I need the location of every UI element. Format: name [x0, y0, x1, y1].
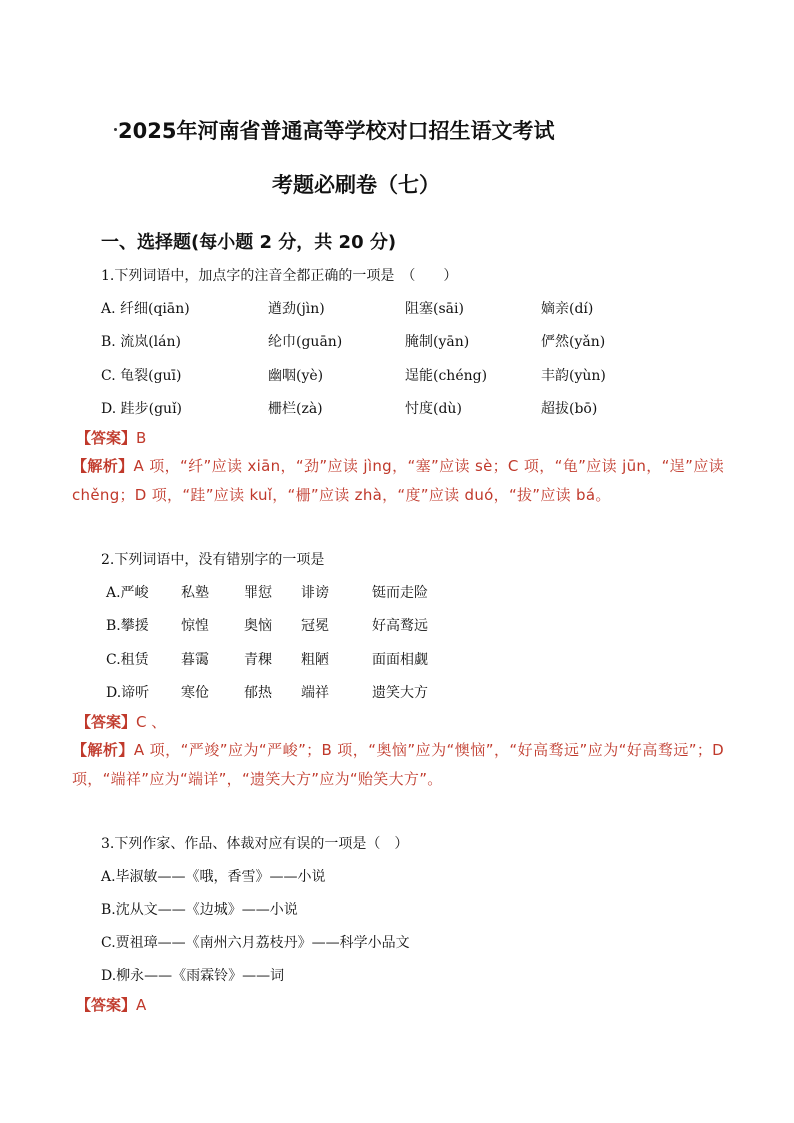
document-title: [118, 115, 554, 145]
q1-option-c-word-4: 丰韵(yùn): [541, 368, 606, 384]
q2-answer: [76, 711, 166, 732]
q3-option-b: B.沈从文——《边城》——小说: [101, 902, 298, 918]
explanation-label: 【解析】: [72, 741, 134, 759]
q2-explanation-text: A 项，“严竣”应为“严峻”；B 项，“奥恼”应为“懊恼”，“好高骛远”应为“好高骛远”；D 项，“端祥”应为“端详”，“遗笑大方”应为“贻笑大方”。: [72, 741, 725, 788]
q1-option-a-word-2: 遒劲(jìn): [268, 301, 325, 317]
title-line-2: 考题必刷卷（七）: [272, 173, 440, 197]
q1-option-b-word-2: 纶巾(guān): [268, 334, 343, 350]
q1-answer-value: B: [136, 429, 147, 447]
answer-label: 【答案】: [76, 996, 137, 1014]
q1-option-b-word-4: 俨然(yǎn): [541, 334, 606, 350]
q2-option-c-word-1: C.租赁: [106, 652, 149, 668]
q1-option-c-word-2: 幽咽(yè): [268, 368, 324, 384]
question-1-stem: 1.下列词语中，加点字的注音全都正确的一项是 （ ）: [101, 268, 458, 284]
q1-option-a-word-1: A. 纤细(qiān): [101, 301, 190, 317]
q2-option-c-word-5: 面面相觑: [372, 652, 428, 668]
q2-option-c-word-4: 粗陋: [301, 652, 329, 668]
q1-option-a-word-3: 阻塞(sāi): [405, 301, 464, 317]
q2-option-a-word-3: 罪愆: [244, 585, 272, 601]
question-3-stem: 3.下列作家、作品、体裁对应有误的一项是（ ）: [101, 836, 409, 852]
q2-answer-value: C 、: [136, 713, 167, 731]
q3-option-a: A.毕淑敏——《哦，香雪》——小说: [101, 869, 326, 885]
document-subtitle: [272, 169, 440, 199]
q1-option-d-word-3: 忖度(dù): [405, 401, 462, 417]
q2-option-c-word-2: 暮霭: [181, 652, 209, 668]
q2-option-c-word-3: 青稞: [244, 652, 272, 668]
q1-option-b-word-1: B. 流岚(lán): [101, 334, 181, 350]
q2-option-a-word-4: 诽谤: [301, 585, 329, 601]
q2-option-b-word-1: B.攀援: [106, 618, 149, 634]
section-heading: 一、选择题(每小题 2 分，共 20 分): [101, 232, 397, 253]
q1-option-c-word-1: C. 龟裂(guī): [101, 368, 182, 384]
title-dot: [114, 128, 117, 131]
q2-option-b-word-5: 好高鹜远: [372, 618, 428, 634]
q2-option-a-word-2: 私塾: [181, 585, 209, 601]
q3-option-d: D.柳永——《雨霖铃》——词: [101, 968, 285, 984]
title-line-1: 2025年河南省普通高等学校对口招生语文考试: [118, 119, 555, 143]
explanation-label: 【解析】: [72, 457, 134, 475]
q3-answer-value: A: [136, 996, 147, 1014]
answer-label: 【答案】: [76, 713, 137, 731]
q2-option-d-word-2: 寒伧: [181, 685, 209, 701]
q2-option-b-word-3: 奥恼: [244, 618, 272, 634]
q3-option-c: C.贾祖璋——《南州六月荔枝丹》——科学小品文: [101, 935, 410, 951]
q1-explanation: [72, 452, 724, 510]
q1-explanation-text: A 项，“纤”应读 xiān，“劲”应读 jìng，“塞”应读 sè；C 项，“龟”应读 jūn，“逞”应读 chěng；D 项，“跬”应读 kuǐ，“栅”应读 zhà，“度”应读 duó，“拔”应读 bá。: [72, 457, 724, 504]
q3-answer: [76, 994, 146, 1015]
answer-label: 【答案】: [76, 429, 137, 447]
q1-option-d-word-4: 超拔(bō): [541, 401, 598, 417]
q2-option-a-word-5: 铤而走险: [372, 585, 428, 601]
question-2-stem: 2.下列词语中，没有错别字的一项是: [101, 552, 325, 568]
q2-explanation: [72, 736, 724, 794]
q2-option-d-word-5: 遗笑大方: [372, 685, 428, 701]
q2-option-b-word-4: 冠冕: [301, 618, 329, 634]
q2-option-d-word-3: 郁热: [244, 685, 272, 701]
q2-option-b-word-2: 惊惶: [181, 618, 209, 634]
q1-answer: [76, 427, 146, 448]
q2-option-d-word-1: D.谛听: [106, 685, 150, 701]
q2-option-d-word-4: 端祥: [301, 685, 329, 701]
q1-option-d-word-2: 栅栏(zà): [268, 401, 323, 417]
q2-option-a-word-1: A.严峻: [106, 585, 149, 601]
q1-option-c-word-3: 逞能(chéng): [405, 368, 488, 384]
q1-option-d-word-1: D. 跬步(guǐ): [101, 401, 183, 417]
q1-option-b-word-3: 腌制(yān): [405, 334, 470, 350]
q1-option-a-word-4: 嫡亲(dí): [541, 301, 594, 317]
